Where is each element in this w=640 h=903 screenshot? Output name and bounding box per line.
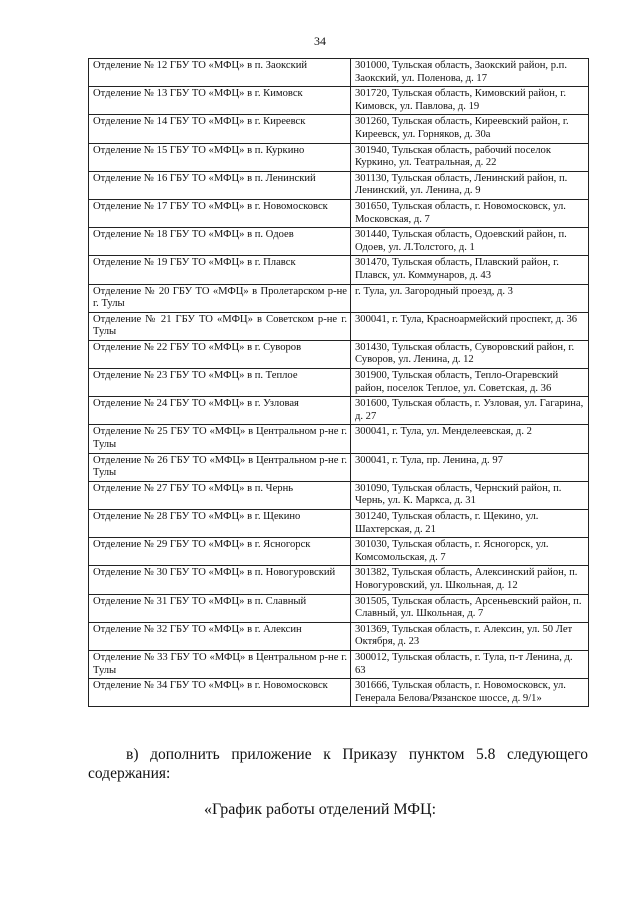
office-name-cell: Отделение № 14 ГБУ ТО «МФЦ» в г. Киреевск [89, 115, 351, 143]
office-address-cell: 301600, Тульская область, г. Узловая, ул. Гагарина, д. 27 [351, 397, 589, 425]
office-name-cell: Отделение № 25 ГБУ ТО «МФЦ» в Центральном р-не г. Тулы [89, 425, 351, 453]
office-address-cell: 301470, Тульская область, Плавский район, г. Плавск, ул. Коммунаров, д. 43 [351, 256, 589, 284]
table-row [89, 622, 589, 650]
office-name-cell: Отделение № 29 ГБУ ТО «МФЦ» в г. Ясногорск [89, 538, 351, 566]
offices-table-body [89, 59, 589, 707]
office-address-cell: 301650, Тульская область, г. Новомосковск, ул. Московская, д. 7 [351, 199, 589, 227]
table-row [89, 87, 589, 115]
office-name-cell: Отделение № 31 ГБУ ТО «МФЦ» в п. Славный [89, 594, 351, 622]
table-row [89, 143, 589, 171]
table-row [89, 566, 589, 594]
office-name-cell: Отделение № 20 ГБУ ТО «МФЦ» в Пролетарском р-не г. Тулы [89, 284, 351, 312]
office-name-cell: Отделение № 34 ГБУ ТО «МФЦ» в г. Новомосковск [89, 679, 351, 707]
office-name-cell: Отделение № 26 ГБУ ТО «МФЦ» в Центральном р-не г. Тулы [89, 453, 351, 481]
office-name-cell: Отделение № 15 ГБУ ТО «МФЦ» в п. Куркино [89, 143, 351, 171]
office-address-cell: 301369, Тульская область, г. Алексин, ул. 50 Лет Октября, д. 23 [351, 622, 589, 650]
office-name-cell: Отделение № 27 ГБУ ТО «МФЦ» в п. Чернь [89, 481, 351, 509]
office-address-cell: 301666, Тульская область, г. Новомосковск, ул. Генерала Белова/Рязанское шоссе, д. 9/1» [351, 679, 589, 707]
table-row [89, 538, 589, 566]
table-row [89, 679, 589, 707]
office-address-cell: 301030, Тульская область, г. Ясногорск, ул. Комсомольская, д. 7 [351, 538, 589, 566]
office-name-cell: Отделение № 12 ГБУ ТО «МФЦ» в п. Заокский [89, 59, 351, 87]
office-address-cell: 300041, г. Тула, Красноармейский проспект, д. 36 [351, 312, 589, 340]
table-row [89, 510, 589, 538]
office-address-cell: 301240, Тульская область, г. Щекино, ул. Шахтерская, д. 21 [351, 510, 589, 538]
table-row [89, 453, 589, 481]
table-row [89, 650, 589, 678]
table-row [89, 59, 589, 87]
office-name-cell: Отделение № 16 ГБУ ТО «МФЦ» в п. Ленинский [89, 171, 351, 199]
office-address-cell: 301430, Тульская область, Суворовский район, г. Суворов, ул. Ленина, д. 12 [351, 340, 589, 368]
table-row [89, 256, 589, 284]
table-row [89, 199, 589, 227]
office-address-cell: 301130, Тульская область, Ленинский район, п. Ленинский, ул. Ленина, д. 9 [351, 171, 589, 199]
table-row [89, 425, 589, 453]
page-number: 34 [314, 34, 326, 48]
table-row [89, 115, 589, 143]
office-name-cell: Отделение № 30 ГБУ ТО «МФЦ» в п. Новогуровский [89, 566, 351, 594]
office-name-cell: Отделение № 22 ГБУ ТО «МФЦ» в г. Суворов [89, 340, 351, 368]
office-address-cell: 301000, Тульская область, Заокский район, р.п. Заокский, ул. Поленова, д. 17 [351, 59, 589, 87]
office-name-cell: Отделение № 28 ГБУ ТО «МФЦ» в г. Щекино [89, 510, 351, 538]
office-name-cell: Отделение № 13 ГБУ ТО «МФЦ» в г. Кимовск [89, 87, 351, 115]
office-name-cell: Отделение № 23 ГБУ ТО «МФЦ» в п. Теплое [89, 369, 351, 397]
table-row [89, 594, 589, 622]
office-name-cell: Отделение № 33 ГБУ ТО «МФЦ» в Центральном р-не г. Тулы [89, 650, 351, 678]
table-row [89, 312, 589, 340]
office-name-cell: Отделение № 18 ГБУ ТО «МФЦ» в п. Одоев [89, 228, 351, 256]
table-row [89, 369, 589, 397]
office-address-cell: 300041, г. Тула, ул. Менделеевская, д. 2 [351, 425, 589, 453]
office-address-cell: 300012, Тульская область, г. Тула, п-т Ленина, д. 63 [351, 650, 589, 678]
table-row [89, 397, 589, 425]
office-name-cell: Отделение № 19 ГБУ ТО «МФЦ» в г. Плавск [89, 256, 351, 284]
office-address-cell: г. Тула, ул. Загородный проезд, д. 3 [351, 284, 589, 312]
office-address-cell: 301260, Тульская область, Киреевский район, г. Киреевск, ул. Горняков, д. 30а [351, 115, 589, 143]
office-address-cell: 301505, Тульская область, Арсеньевский район, п. Славный, ул. Школьная, д. 7 [351, 594, 589, 622]
office-address-cell: 301090, Тульская область, Чернский район, п. Чернь, ул. К. Маркса, д. 31 [351, 481, 589, 509]
office-address-cell: 301940, Тульская область, рабочий поселок Куркино, ул. Театральная, д. 22 [351, 143, 589, 171]
table-row [89, 340, 589, 368]
table-row [89, 284, 589, 312]
table-row [89, 171, 589, 199]
office-address-cell: 300041, г. Тула, пр. Ленина, д. 97 [351, 453, 589, 481]
office-name-cell: Отделение № 17 ГБУ ТО «МФЦ» в г. Новомосковск [89, 199, 351, 227]
office-address-cell: 301440, Тульская область, Одоевский район, п. Одоев, ул. Л.Толстого, д. 1 [351, 228, 589, 256]
amendment-paragraph-continuation: содержания: [88, 765, 171, 782]
table-row [89, 228, 589, 256]
offices-table [88, 58, 589, 707]
amendment-paragraph: в) дополнить приложение к Приказу пунктом 5.8 следующего [126, 746, 588, 763]
office-address-cell: 301720, Тульская область, Кимовский район, г. Кимовск, ул. Павлова, д. 19 [351, 87, 589, 115]
office-name-cell: Отделение № 32 ГБУ ТО «МФЦ» в г. Алексин [89, 622, 351, 650]
table-row [89, 481, 589, 509]
office-address-cell: 301900, Тульская область, Тепло-Огаревский район, поселок Теплое, ул. Советская, д. 36 [351, 369, 589, 397]
schedule-title: «График работы отделений МФЦ: [203, 801, 437, 818]
office-address-cell: 301382, Тульская область, Алексинский район, п. Новогуровский, ул. Школьная, д. 12 [351, 566, 589, 594]
office-name-cell: Отделение № 24 ГБУ ТО «МФЦ» в г. Узловая [89, 397, 351, 425]
office-name-cell: Отделение № 21 ГБУ ТО «МФЦ» в Советском р-не г. Тулы [89, 312, 351, 340]
